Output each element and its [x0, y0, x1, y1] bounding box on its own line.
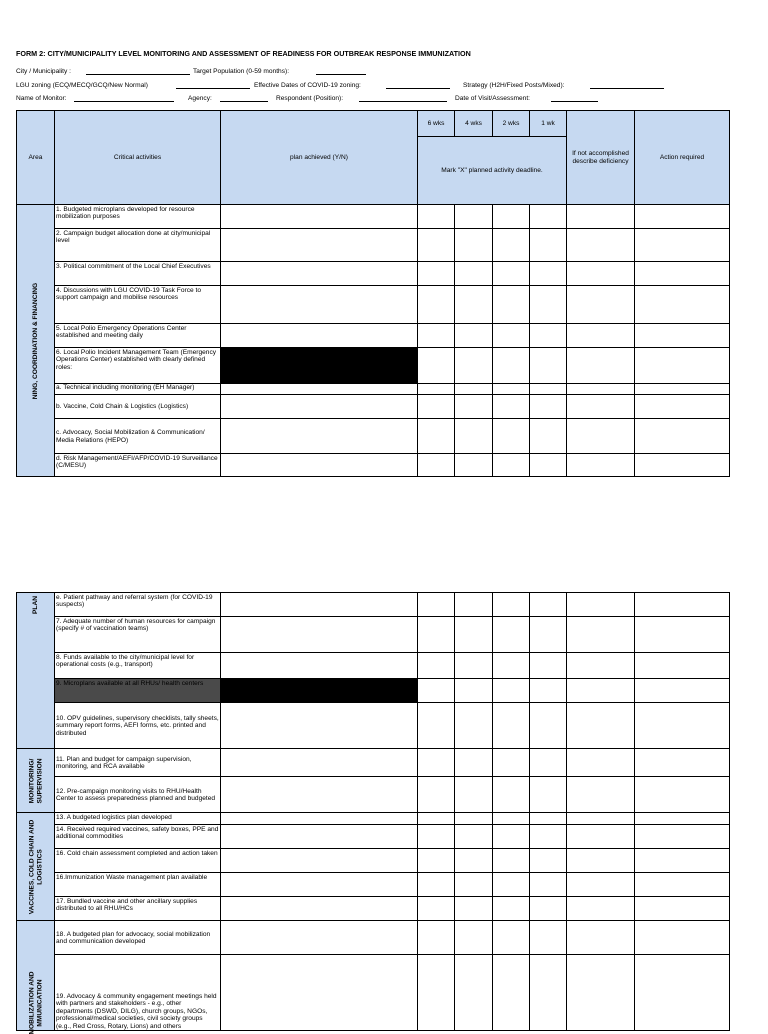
wk-cell[interactable] — [418, 617, 455, 653]
action-cell[interactable] — [635, 286, 730, 324]
wk-cell[interactable] — [418, 679, 455, 703]
action-cell[interactable] — [635, 849, 730, 873]
activity-label: 12. Pre-campaign monitoring visits to RHU/Health Center to assess preparedness planned and budgeted — [55, 777, 221, 813]
activity-label: 19. Advocacy & community engagement meetings held with partners and stakeholders - e.g., other departments (DSWD, DILG), church groups, NGOs, professional/medical societies, civil society groups (e.g., Red Cross, Rotary, Lions) and others — [55, 955, 221, 1031]
wk-cell[interactable] — [455, 454, 493, 477]
effective-dates-label: Effective Dates of COVID-19 zoning: — [254, 82, 361, 89]
wk-cell[interactable] — [455, 593, 493, 617]
wk-cell[interactable] — [493, 395, 530, 419]
wk-cell[interactable] — [493, 873, 530, 897]
wk-cell[interactable] — [418, 825, 455, 849]
activity-label: 7. Adequate number of human resources for campaign (specify # of vaccination teams) — [55, 617, 221, 653]
plan-cell[interactable] — [221, 703, 418, 749]
wk-cell[interactable] — [418, 286, 455, 324]
wk-cell[interactable] — [418, 395, 455, 419]
plan-cell[interactable] — [221, 205, 418, 229]
deficiency-cell[interactable] — [567, 286, 635, 324]
wk-cell[interactable] — [418, 384, 455, 395]
plan-cell[interactable] — [221, 617, 418, 653]
plan-cell[interactable] — [221, 749, 418, 777]
wk-cell[interactable] — [455, 703, 493, 749]
plan-cell[interactable] — [221, 653, 418, 679]
week-header: 2 wks — [493, 111, 530, 137]
wk-cell[interactable] — [493, 286, 530, 324]
action-cell[interactable] — [635, 955, 730, 1031]
area-label — [28, 971, 43, 1034]
redacted-cell — [221, 348, 418, 384]
wk-cell[interactable] — [418, 205, 455, 229]
deficiency-cell[interactable] — [567, 703, 635, 749]
header-line-3 — [16, 95, 756, 105]
wk-cell[interactable] — [493, 813, 530, 825]
wk-cell[interactable] — [530, 454, 567, 477]
wk-cell[interactable] — [530, 286, 567, 324]
plan-cell[interactable] — [221, 229, 418, 262]
wk-cell[interactable] — [455, 384, 493, 395]
plan-cell[interactable] — [221, 825, 418, 849]
deficiency-cell[interactable] — [567, 348, 635, 384]
action-required-header: Action required — [635, 111, 730, 205]
wk-cell[interactable] — [455, 849, 493, 873]
deficiency-cell[interactable] — [567, 897, 635, 921]
area-label-line: SUPERVISION — [35, 758, 43, 803]
area-planning-coordination-financing — [17, 205, 55, 477]
action-cell[interactable] — [635, 749, 730, 777]
wk-cell[interactable] — [455, 777, 493, 813]
wk-cell[interactable] — [530, 813, 567, 825]
plan-cell[interactable] — [221, 384, 418, 395]
activity-label: 2. Campaign budget allocation done at city/municipal level — [55, 229, 221, 262]
action-cell[interactable] — [635, 348, 730, 384]
readiness-table-top — [16, 110, 730, 477]
wk-cell[interactable] — [455, 348, 493, 384]
wk-cell[interactable] — [418, 749, 455, 777]
deficiency-cell[interactable] — [567, 419, 635, 454]
wk-cell[interactable] — [418, 921, 455, 955]
wk-cell[interactable] — [530, 395, 567, 419]
wk-cell[interactable] — [455, 749, 493, 777]
area-label: PLAN — [31, 596, 39, 614]
action-cell[interactable] — [635, 653, 730, 679]
activity-label: 8. Funds available to the city/municipal level for operational costs (e.g., transport) — [55, 653, 221, 679]
plan-cell[interactable] — [221, 262, 418, 286]
wk-cell[interactable] — [493, 348, 530, 384]
plan-cell[interactable] — [221, 419, 418, 454]
activity-label: 10. OPV guidelines, supervisory checklists, tally sheets, summary report forms, AEFI forms, etc. printed and distributed — [55, 703, 221, 749]
deficiency-header: If not accomplished describe deficiency — [567, 111, 635, 205]
wk-cell[interactable] — [418, 454, 455, 477]
wk-cell[interactable] — [493, 419, 530, 454]
wk-cell[interactable] — [418, 593, 455, 617]
wk-cell[interactable] — [455, 419, 493, 454]
area-label — [28, 758, 43, 803]
area-planning-continued — [17, 593, 55, 749]
deficiency-cell[interactable] — [567, 262, 635, 286]
wk-cell[interactable] — [455, 262, 493, 286]
action-cell[interactable] — [635, 262, 730, 286]
monitor-label: Name of Monitor: — [16, 95, 67, 102]
wk-cell[interactable] — [493, 703, 530, 749]
deficiency-cell[interactable] — [567, 384, 635, 395]
area-label-line: MONITORING/ — [27, 758, 35, 803]
action-cell[interactable] — [635, 921, 730, 955]
action-cell[interactable] — [635, 205, 730, 229]
area-header: Area — [17, 111, 55, 205]
wk-cell[interactable] — [493, 849, 530, 873]
action-cell[interactable] — [635, 384, 730, 395]
strategy-field[interactable] — [590, 82, 664, 89]
wk-cell[interactable] — [418, 813, 455, 825]
wk-cell[interactable] — [530, 262, 567, 286]
wk-cell[interactable] — [455, 955, 493, 1031]
wk-cell[interactable] — [530, 921, 567, 955]
wk-cell[interactable] — [418, 873, 455, 897]
wk-cell[interactable] — [493, 679, 530, 703]
respondent-field[interactable] — [359, 95, 447, 102]
wk-cell[interactable] — [530, 617, 567, 653]
action-cell[interactable] — [635, 679, 730, 703]
plan-cell[interactable] — [221, 873, 418, 897]
plan-cell[interactable] — [221, 777, 418, 813]
plan-cell[interactable] — [221, 454, 418, 477]
wk-cell[interactable] — [530, 849, 567, 873]
wk-cell[interactable] — [530, 384, 567, 395]
deficiency-cell[interactable] — [567, 825, 635, 849]
target-pop-field[interactable] — [316, 68, 366, 75]
wk-cell[interactable] — [418, 897, 455, 921]
activity-label: 5. Local Polio Emergency Operations Center established and meeting daily — [55, 324, 221, 348]
week-header: 6 wks — [418, 111, 455, 137]
week-header: 4 wks — [455, 111, 493, 137]
deficiency-cell[interactable] — [567, 813, 635, 825]
strategy-label: Strategy (H2H/Fixed Posts/Mixed): — [463, 82, 565, 89]
deficiency-cell[interactable] — [567, 617, 635, 653]
wk-cell[interactable] — [493, 593, 530, 617]
deficiency-cell[interactable] — [567, 205, 635, 229]
wk-cell[interactable] — [530, 777, 567, 813]
plan-cell[interactable] — [221, 921, 418, 955]
monitor-field[interactable] — [74, 95, 174, 102]
wk-cell[interactable] — [418, 419, 455, 454]
area-label-line: MOBILIZATION AND — [27, 971, 35, 1034]
wk-cell[interactable] — [455, 921, 493, 955]
wk-cell[interactable] — [455, 873, 493, 897]
readiness-table-bottom — [16, 592, 730, 1034]
wk-cell[interactable] — [530, 348, 567, 384]
deficiency-cell[interactable] — [567, 324, 635, 348]
wk-cell[interactable] — [530, 205, 567, 229]
action-cell[interactable] — [635, 897, 730, 921]
wk-cell[interactable] — [418, 777, 455, 813]
area-label-line: VACCINES, COLD CHAIN AND — [27, 819, 35, 914]
plan-cell[interactable] — [221, 955, 418, 1031]
activity-label: 17. Bundled vaccine and other ancillary supplies distributed to all RHU/HCs — [55, 897, 221, 921]
activity-label: d. Risk Management/AEFI/AFP/COVID-19 Surveillance (C/MESU) — [55, 454, 221, 477]
activity-label: 9. Microplans available at all RHUs/ health centers — [55, 679, 221, 703]
wk-cell[interactable] — [493, 653, 530, 679]
wk-cell[interactable] — [493, 262, 530, 286]
city-field[interactable] — [86, 68, 190, 75]
action-cell[interactable] — [635, 454, 730, 477]
deficiency-cell[interactable] — [567, 229, 635, 262]
wk-cell[interactable] — [455, 286, 493, 324]
deficiency-cell[interactable] — [567, 849, 635, 873]
plan-cell[interactable] — [221, 286, 418, 324]
agency-field[interactable] — [220, 95, 268, 102]
plan-cell[interactable] — [221, 813, 418, 825]
plan-cell[interactable] — [221, 897, 418, 921]
activity-label: 6. Local Polio Incident Management Team (Emergency Operations Center) established with clearly defined roles: — [55, 348, 221, 384]
wk-cell[interactable] — [530, 419, 567, 454]
mark-deadline-header: Mark "X" planned activity deadline. — [418, 137, 567, 205]
activity-label: c. Advocacy, Social Mobilization & Communication/ Media Relations (HEPO) — [55, 419, 221, 454]
deficiency-cell[interactable] — [567, 653, 635, 679]
city-label: City / Municipality : — [16, 68, 71, 75]
activity-label: 13. A budgeted logistics plan developed — [55, 813, 221, 825]
wk-cell[interactable] — [493, 777, 530, 813]
wk-cell[interactable] — [530, 873, 567, 897]
deficiency-cell[interactable] — [567, 593, 635, 617]
wk-cell[interactable] — [530, 749, 567, 777]
deficiency-cell[interactable] — [567, 873, 635, 897]
wk-cell[interactable] — [455, 229, 493, 262]
wk-cell[interactable] — [530, 679, 567, 703]
plan-achieved-header: plan achieved (Y/N) — [221, 111, 418, 205]
activity-label: 3. Political commitment of the Local Chief Executives — [55, 262, 221, 286]
wk-cell[interactable] — [493, 205, 530, 229]
action-cell[interactable] — [635, 617, 730, 653]
wk-cell[interactable] — [455, 617, 493, 653]
action-cell[interactable] — [635, 813, 730, 825]
wk-cell[interactable] — [493, 921, 530, 955]
activity-label: a. Technical including monitoring (EH Manager) — [55, 384, 221, 395]
activity-label: e. Patient pathway and referral system (for COVID-19 suspects) — [55, 593, 221, 617]
action-cell[interactable] — [635, 324, 730, 348]
area-label: NING, COORDINATION & FINANCING — [31, 282, 39, 399]
wk-cell[interactable] — [493, 825, 530, 849]
wk-cell[interactable] — [418, 849, 455, 873]
wk-cell[interactable] — [530, 593, 567, 617]
activity-label: 16.Immunization Waste management plan available — [55, 873, 221, 897]
action-cell[interactable] — [635, 593, 730, 617]
action-cell[interactable] — [635, 703, 730, 749]
plan-cell[interactable] — [221, 324, 418, 348]
wk-cell[interactable] — [418, 348, 455, 384]
wk-cell[interactable] — [493, 324, 530, 348]
plan-cell[interactable] — [221, 395, 418, 419]
plan-cell[interactable] — [221, 593, 418, 617]
deficiency-cell[interactable] — [567, 955, 635, 1031]
activity-label: 16. Cold chain assessment completed and action taken — [55, 849, 221, 873]
wk-cell[interactable] — [418, 703, 455, 749]
activity-label: 18. A budgeted plan for advocacy, social mobilization and communication developed — [55, 921, 221, 955]
activity-label: 1. Budgeted microplans developed for resource mobilization purposes — [55, 205, 221, 229]
wk-cell[interactable] — [418, 955, 455, 1031]
effective-dates-field[interactable] — [386, 82, 450, 89]
agency-label: Agency: — [188, 95, 212, 102]
wk-cell[interactable] — [530, 825, 567, 849]
wk-cell[interactable] — [493, 229, 530, 262]
week-header: 1 wk — [530, 111, 567, 137]
wk-cell[interactable] — [455, 653, 493, 679]
wk-cell[interactable] — [418, 229, 455, 262]
wk-cell[interactable] — [493, 617, 530, 653]
deficiency-cell[interactable] — [567, 454, 635, 477]
activity-label: 14. Received required vaccines, safety boxes, PPE and additional commodities — [55, 825, 221, 849]
action-cell[interactable] — [635, 395, 730, 419]
wk-cell[interactable] — [530, 703, 567, 749]
plan-cell[interactable] — [221, 849, 418, 873]
target-pop-label: Target Population (0-59 months): — [193, 68, 290, 75]
deficiency-cell[interactable] — [567, 921, 635, 955]
respondent-label: Respondent (Position): — [276, 95, 344, 102]
wk-cell[interactable] — [418, 324, 455, 348]
action-cell[interactable] — [635, 777, 730, 813]
action-cell[interactable] — [635, 825, 730, 849]
wk-cell[interactable] — [530, 229, 567, 262]
activity-label: b. Vaccine, Cold Chain & Logistics (Logistics) — [55, 395, 221, 419]
wk-cell[interactable] — [455, 897, 493, 921]
wk-cell[interactable] — [418, 653, 455, 679]
wk-cell[interactable] — [418, 262, 455, 286]
area-vaccines-cold-chain-logistics — [17, 813, 55, 921]
area-label — [28, 819, 43, 914]
wk-cell[interactable] — [530, 955, 567, 1031]
wk-cell[interactable] — [530, 324, 567, 348]
area-label-line: MMUNICATION — [35, 979, 43, 1027]
area-monitoring-supervision — [17, 749, 55, 813]
wk-cell[interactable] — [455, 324, 493, 348]
area-label-line: LOGISTICS — [35, 848, 43, 885]
activity-label: 4. Discussions with LGU COVID-19 Task Force to support campaign and mobilise resources — [55, 286, 221, 324]
deficiency-cell[interactable] — [567, 395, 635, 419]
wk-cell[interactable] — [455, 679, 493, 703]
form-title: FORM 2: CITY/MUNICIPALITY LEVEL MONITORING AND ASSESSMENT OF READINESS FOR OUTBREAK RESPONSE IMMUNIZATION — [16, 49, 471, 58]
action-cell[interactable] — [635, 419, 730, 454]
lgu-zoning-field[interactable] — [176, 82, 250, 89]
wk-cell[interactable] — [455, 205, 493, 229]
area-social-mobilization-communication — [17, 921, 55, 1034]
wk-cell[interactable] — [493, 384, 530, 395]
activity-label: 11. Plan and budget for campaign supervision, monitoring, and RCA available — [55, 749, 221, 777]
wk-cell[interactable] — [493, 454, 530, 477]
critical-activities-header: Critical activities — [55, 111, 221, 205]
action-cell[interactable] — [635, 229, 730, 262]
action-cell[interactable] — [635, 873, 730, 897]
deficiency-cell[interactable] — [567, 749, 635, 777]
wk-cell[interactable] — [455, 395, 493, 419]
wk-cell[interactable] — [530, 653, 567, 679]
deficiency-cell[interactable] — [567, 679, 635, 703]
wk-cell[interactable] — [493, 955, 530, 1031]
wk-cell[interactable] — [530, 897, 567, 921]
wk-cell[interactable] — [455, 825, 493, 849]
wk-cell[interactable] — [493, 749, 530, 777]
date-visit-field[interactable] — [551, 95, 598, 102]
wk-cell[interactable] — [493, 897, 530, 921]
header-line-1 — [16, 68, 756, 78]
redacted-cell — [221, 679, 418, 703]
wk-cell[interactable] — [455, 813, 493, 825]
lgu-zoning-label: LGU zoning (ECQ/MECQ/GCQ/New Normal) — [16, 82, 148, 89]
date-visit-label: Date of Visit/Assessment: — [455, 95, 531, 102]
deficiency-cell[interactable] — [567, 777, 635, 813]
header-line-2 — [16, 82, 756, 92]
